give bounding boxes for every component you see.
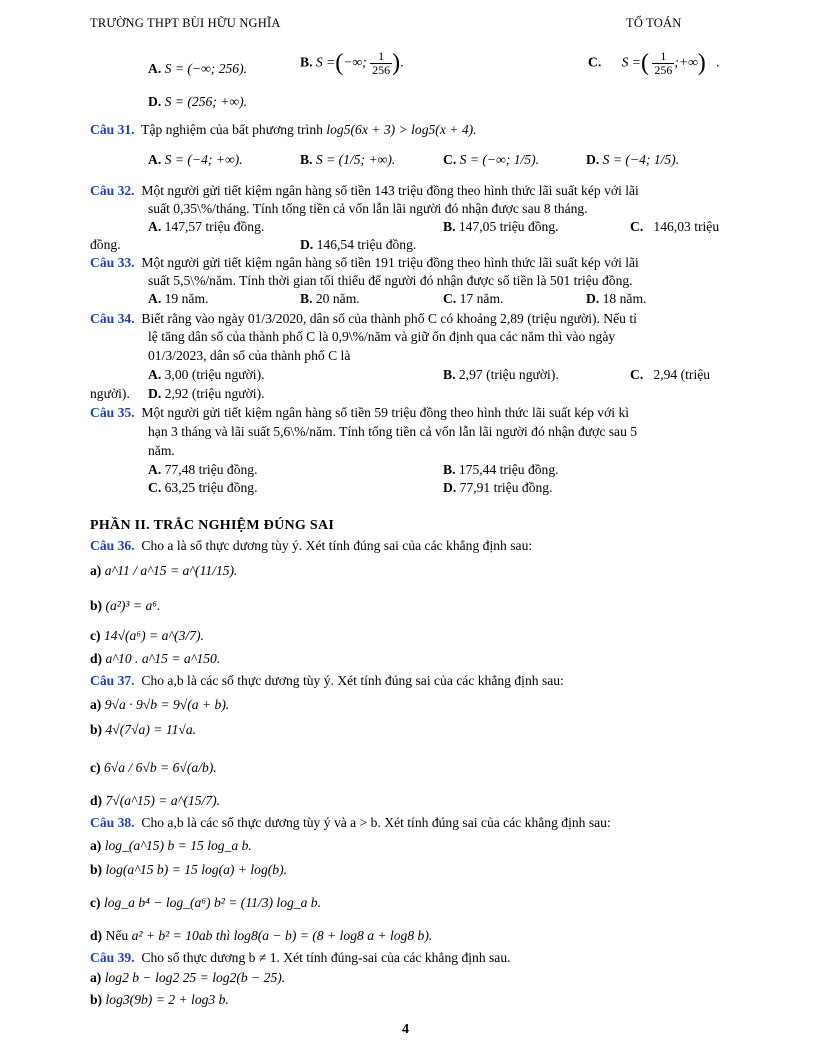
q30-option-a: A. S = (−∞; 256). bbox=[148, 61, 248, 76]
q34-option-a: A. 3,00 (triệu người). bbox=[148, 367, 265, 382]
q33-option-d: D. 18 năm. bbox=[586, 291, 647, 306]
q31-option-d: D. S = (−4; 1/5). bbox=[586, 152, 680, 167]
q33-option-a: A. 19 năm. bbox=[148, 291, 209, 306]
school-name: TRƯỜNG THPT BÙI HỮU NGHĨA bbox=[90, 16, 281, 30]
q38-statement-a: a) log_(a^15) b = 15 log_a b. bbox=[90, 838, 252, 853]
q34-option-c-wrap: người). bbox=[90, 386, 130, 401]
q38-statement-c: c) log_a b⁴ − log_(a⁶) b² = (11/3) log_a b. bbox=[90, 895, 321, 910]
q30-option-b: B. S =(−∞; $\frac{1}{256}$ ). bbox=[300, 49, 404, 77]
q35-option-d: D. 77,91 triệu đồng. bbox=[443, 480, 553, 495]
q32-option-b: B. 147,05 triệu đồng. bbox=[443, 219, 559, 234]
q30-option-c: C. S =( $\frac{1}{256}$ ;+∞) . bbox=[588, 49, 720, 77]
q38-stem: Câu 38. Cho a,b là các số thực dương tùy ý và a > b. Xét tính đúng sai của các khẳng định sau: bbox=[90, 815, 611, 830]
q30-option-d: D. S = (256; +∞). bbox=[148, 94, 248, 109]
q37-statement-b: b) 4√(7√a) = 11√a. bbox=[90, 722, 197, 737]
q35-option-b: B. 175,44 triệu đồng. bbox=[443, 462, 559, 477]
q35-option-a: A. 77,48 triệu đồng. bbox=[148, 462, 258, 477]
q35-stem-line2: hạn 3 tháng và lãi suất 5,6\%/năm. Tính tổng tiền cả vốn lẫn lãi người đó nhận được sau 5 bbox=[148, 424, 638, 439]
q34-stem: Câu 34. Biết rằng vào ngày 01/3/2020, dân số của thành phố C có khoảng 2,89 (triệu người). Nếu tỉ bbox=[90, 311, 637, 326]
q37-statement-c: c) 6√a / 6√b = 6√(a/b). bbox=[90, 760, 217, 775]
section-title: PHẦN II. TRẮC NGHIỆM ĐÚNG SAI bbox=[90, 518, 335, 533]
q36-statement-d: d) a^10 . a^15 = a^150. bbox=[90, 651, 221, 666]
department-name: TỔ TOÁN bbox=[626, 16, 682, 30]
q31-option-c: C. S = (−∞; 1/5). bbox=[443, 152, 540, 167]
q34-option-b: B. 2,97 (triệu người). bbox=[443, 367, 559, 382]
q32-stem: Câu 32. Một người gửi tiết kiệm ngân hàng số tiền 143 triệu đồng theo hình thức lãi suất kép với lãi bbox=[90, 183, 639, 198]
q33-option-c: C. 17 năm. bbox=[443, 291, 504, 306]
q32-option-c-wrap: đồng. bbox=[90, 237, 121, 252]
page-number: 4 bbox=[402, 1022, 409, 1037]
q35-option-c: C. 63,25 triệu đồng. bbox=[148, 480, 258, 495]
q34-stem-line3: 01/3/2023, dân số của thành phố C là bbox=[148, 348, 351, 363]
q37-stem: Câu 37. Cho a,b là các số thực dương tùy ý. Xét tính đúng sai của các khẳng định sau: bbox=[90, 673, 564, 688]
q31-stem: Câu 31. Tập nghiệm của bất phương trình log5(6x + 3) > log5(x + 4). bbox=[90, 122, 477, 137]
q38-statement-d: d) Nếu a² + b² = 10ab thì log8(a − b) = (8 + log8 a + log8 b). bbox=[90, 928, 433, 943]
q31-option-b: B. S = (1/5; +∞). bbox=[300, 152, 396, 167]
q36-statement-a: a) a^11 / a^15 = a^(11/15). bbox=[90, 563, 238, 578]
q33-stem-line2: suất 5,5\%/năm. Tính thời gian tối thiểu để người đó nhận được số tiền là 501 triệu đồng. bbox=[148, 273, 633, 288]
q35-stem-line3: năm. bbox=[148, 443, 175, 458]
q36-stem: Câu 36. Cho a là số thực dương tùy ý. Xét tính đúng sai của các khẳng định sau: bbox=[90, 538, 533, 553]
q36-statement-c: c) 14√(a⁶) = a^(3/7). bbox=[90, 628, 204, 643]
q32-stem-line2: suất 0,35\%/tháng. Tính tổng tiền cả vốn lẫn lãi người đó nhận được sau 8 tháng. bbox=[148, 201, 588, 216]
q38-statement-b: b) log(a^15 b) = 15 log(a) + log(b). bbox=[90, 862, 288, 877]
q34-option-c: C. 2,94 (triệu bbox=[630, 367, 711, 382]
q34-option-d: D. 2,92 (triệu người). bbox=[148, 386, 265, 401]
q32-option-a: A. 147,57 triệu đồng. bbox=[148, 219, 265, 234]
q39-statement-b: b) log3(9b) = 2 + log3 b. bbox=[90, 992, 229, 1007]
q31-option-a: A. S = (−4; +∞). bbox=[148, 152, 243, 167]
q36-statement-b: b) (a²)³ = a⁶. bbox=[90, 598, 161, 613]
q32-option-c: C. 146,03 triệu bbox=[630, 219, 720, 234]
q35-stem: Câu 35. Một người gửi tiết kiệm ngân hàng số tiền 59 triệu đồng theo hình thức lãi suất kép với kì bbox=[90, 405, 630, 420]
q33-stem: Câu 33. Một người gửi tiết kiệm ngân hàng số tiền 191 triệu đồng theo hình thức lãi suất kép với lãi bbox=[90, 255, 639, 270]
q32-option-d: D. 146,54 triệu đồng. bbox=[300, 237, 417, 252]
q39-statement-a: a) log2 b − log2 25 = log2(b − 25). bbox=[90, 970, 286, 985]
q33-option-b: B. 20 năm. bbox=[300, 291, 360, 306]
q37-statement-d: d) 7√(a^15) = a^(15/7). bbox=[90, 793, 221, 808]
q34-stem-line2: lệ tăng dân số của thành phố C là 0,9\%/năm và giữ ổn định qua các năm thì vào ngày bbox=[148, 329, 616, 344]
q39-stem: Câu 39. Cho số thực dương b ≠ 1. Xét tính đúng-sai của các khẳng định sau. bbox=[90, 950, 511, 965]
q37-statement-a: a) 9√a · 9√b = 9√(a + b). bbox=[90, 697, 230, 712]
